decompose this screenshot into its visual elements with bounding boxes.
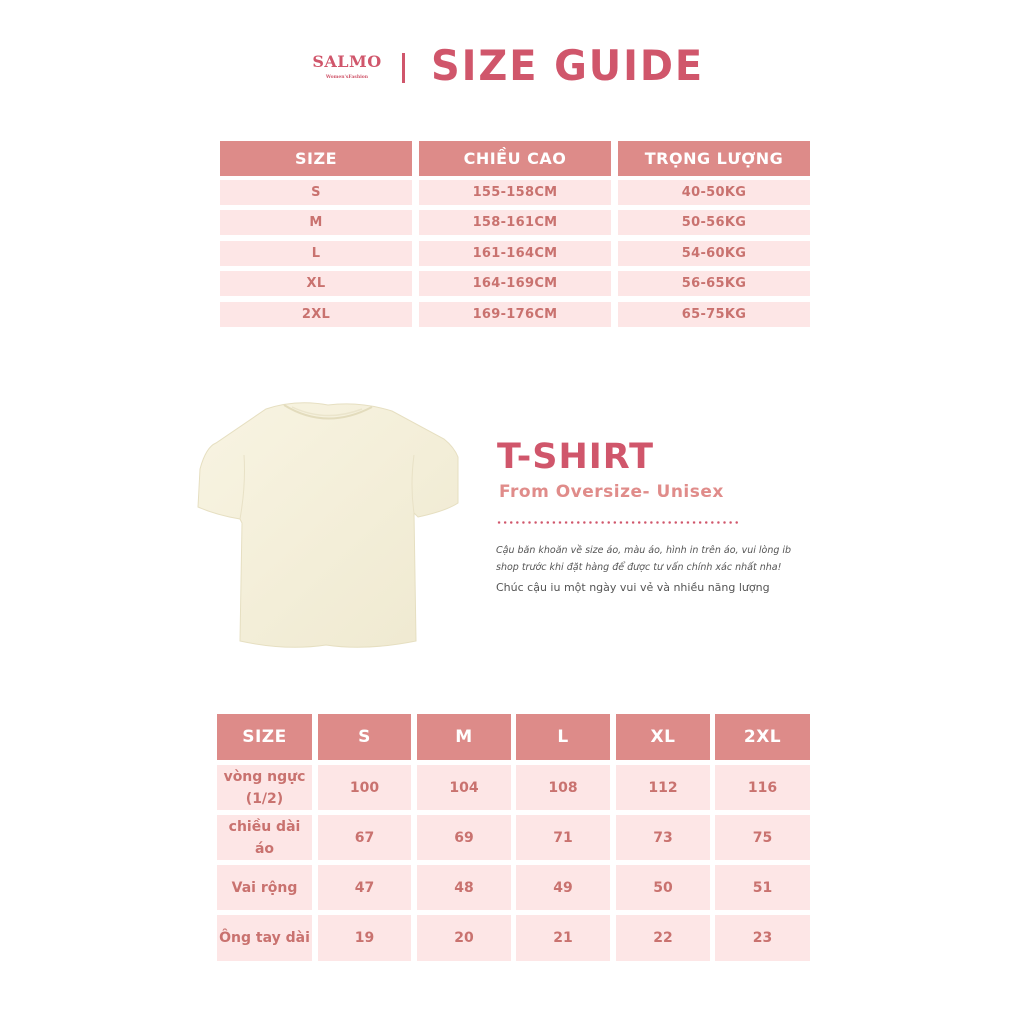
brand-tagline: Women'sFashion bbox=[325, 75, 369, 80]
row-label-line-1: vòng ngực bbox=[223, 768, 306, 785]
table-cell: 47 bbox=[318, 865, 411, 910]
table-cell: 73 bbox=[616, 815, 710, 860]
table-cell-height: 161-164CM bbox=[419, 241, 611, 266]
table-cell-weight: 54-60KG bbox=[618, 241, 810, 266]
row-label-shoulder: Vai rộng bbox=[217, 865, 312, 910]
product-subtitle: From Oversize- Unisex bbox=[499, 482, 724, 502]
row-label-chest bbox=[217, 765, 312, 810]
table-cell: 104 bbox=[417, 765, 511, 810]
row-label-sleeve: Ông tay dài bbox=[217, 915, 312, 961]
table-cell-size: L bbox=[220, 241, 412, 266]
table-cell: 100 bbox=[318, 765, 411, 810]
header-divider bbox=[402, 53, 405, 83]
table-cell: 49 bbox=[516, 865, 610, 910]
brand-name: SALMO bbox=[312, 52, 382, 71]
table-cell: 51 bbox=[715, 865, 810, 910]
table-cell-height: 158-161CM bbox=[419, 210, 611, 235]
table-cell-size: M bbox=[220, 210, 412, 235]
brand-logo bbox=[308, 53, 386, 80]
table-cell: 48 bbox=[417, 865, 511, 910]
column-header-weight: TRỌNG LƯỢNG bbox=[618, 141, 810, 176]
table-cell: 67 bbox=[318, 815, 411, 860]
table-cell: 22 bbox=[616, 915, 710, 961]
product-wish: Chúc cậu iu một ngày vui vẻ và nhiều năng lượng bbox=[496, 581, 770, 594]
table-cell-weight: 65-75KG bbox=[618, 302, 810, 327]
table-cell: 50 bbox=[616, 865, 710, 910]
dotted-divider bbox=[496, 521, 739, 524]
table-cell: 20 bbox=[417, 915, 511, 961]
table-cell: 108 bbox=[516, 765, 610, 810]
column-header-l: L bbox=[516, 714, 610, 760]
column-header-height: CHIỀU CAO bbox=[419, 141, 611, 176]
table-cell-height: 169-176CM bbox=[419, 302, 611, 327]
product-note-line-2: shop trước khi đặt hàng để được tư vấn chính xác nhất nha! bbox=[496, 562, 782, 573]
table-cell: 75 bbox=[715, 815, 810, 860]
tshirt-icon bbox=[196, 395, 466, 655]
table-cell-weight: 40-50KG bbox=[618, 180, 810, 205]
column-header-m: M bbox=[417, 714, 511, 760]
table-cell-weight: 50-56KG bbox=[618, 210, 810, 235]
table-cell-size: XL bbox=[220, 271, 412, 296]
table-cell-height: 155-158CM bbox=[419, 180, 611, 205]
row-label-line-2: (1/2) bbox=[245, 790, 284, 807]
table-cell: 23 bbox=[715, 915, 810, 961]
table-cell: 21 bbox=[516, 915, 610, 961]
column-header-size: SIZE bbox=[217, 714, 312, 760]
column-header-s: S bbox=[318, 714, 411, 760]
table-cell: 69 bbox=[417, 815, 511, 860]
column-header-size: SIZE bbox=[220, 141, 412, 176]
table-cell-height: 164-169CM bbox=[419, 271, 611, 296]
table-cell-size: 2XL bbox=[220, 302, 412, 327]
table-cell-weight: 56-65KG bbox=[618, 271, 810, 296]
page-title: SIZE GUIDE bbox=[431, 41, 705, 90]
table-cell: 116 bbox=[715, 765, 810, 810]
product-title: T-SHIRT bbox=[497, 437, 655, 477]
column-header-2xl: 2XL bbox=[715, 714, 810, 760]
product-note bbox=[496, 542, 836, 576]
product-note-line-1: Cậu băn khoăn về size áo, màu áo, hình in trên áo, vui lòng ib bbox=[496, 545, 792, 556]
table-cell: 112 bbox=[616, 765, 710, 810]
table-cell-size: S bbox=[220, 180, 412, 205]
row-label-length: chiều dài áo bbox=[217, 815, 312, 860]
table-cell: 71 bbox=[516, 815, 610, 860]
table-cell: 19 bbox=[318, 915, 411, 961]
column-header-xl: XL bbox=[616, 714, 710, 760]
